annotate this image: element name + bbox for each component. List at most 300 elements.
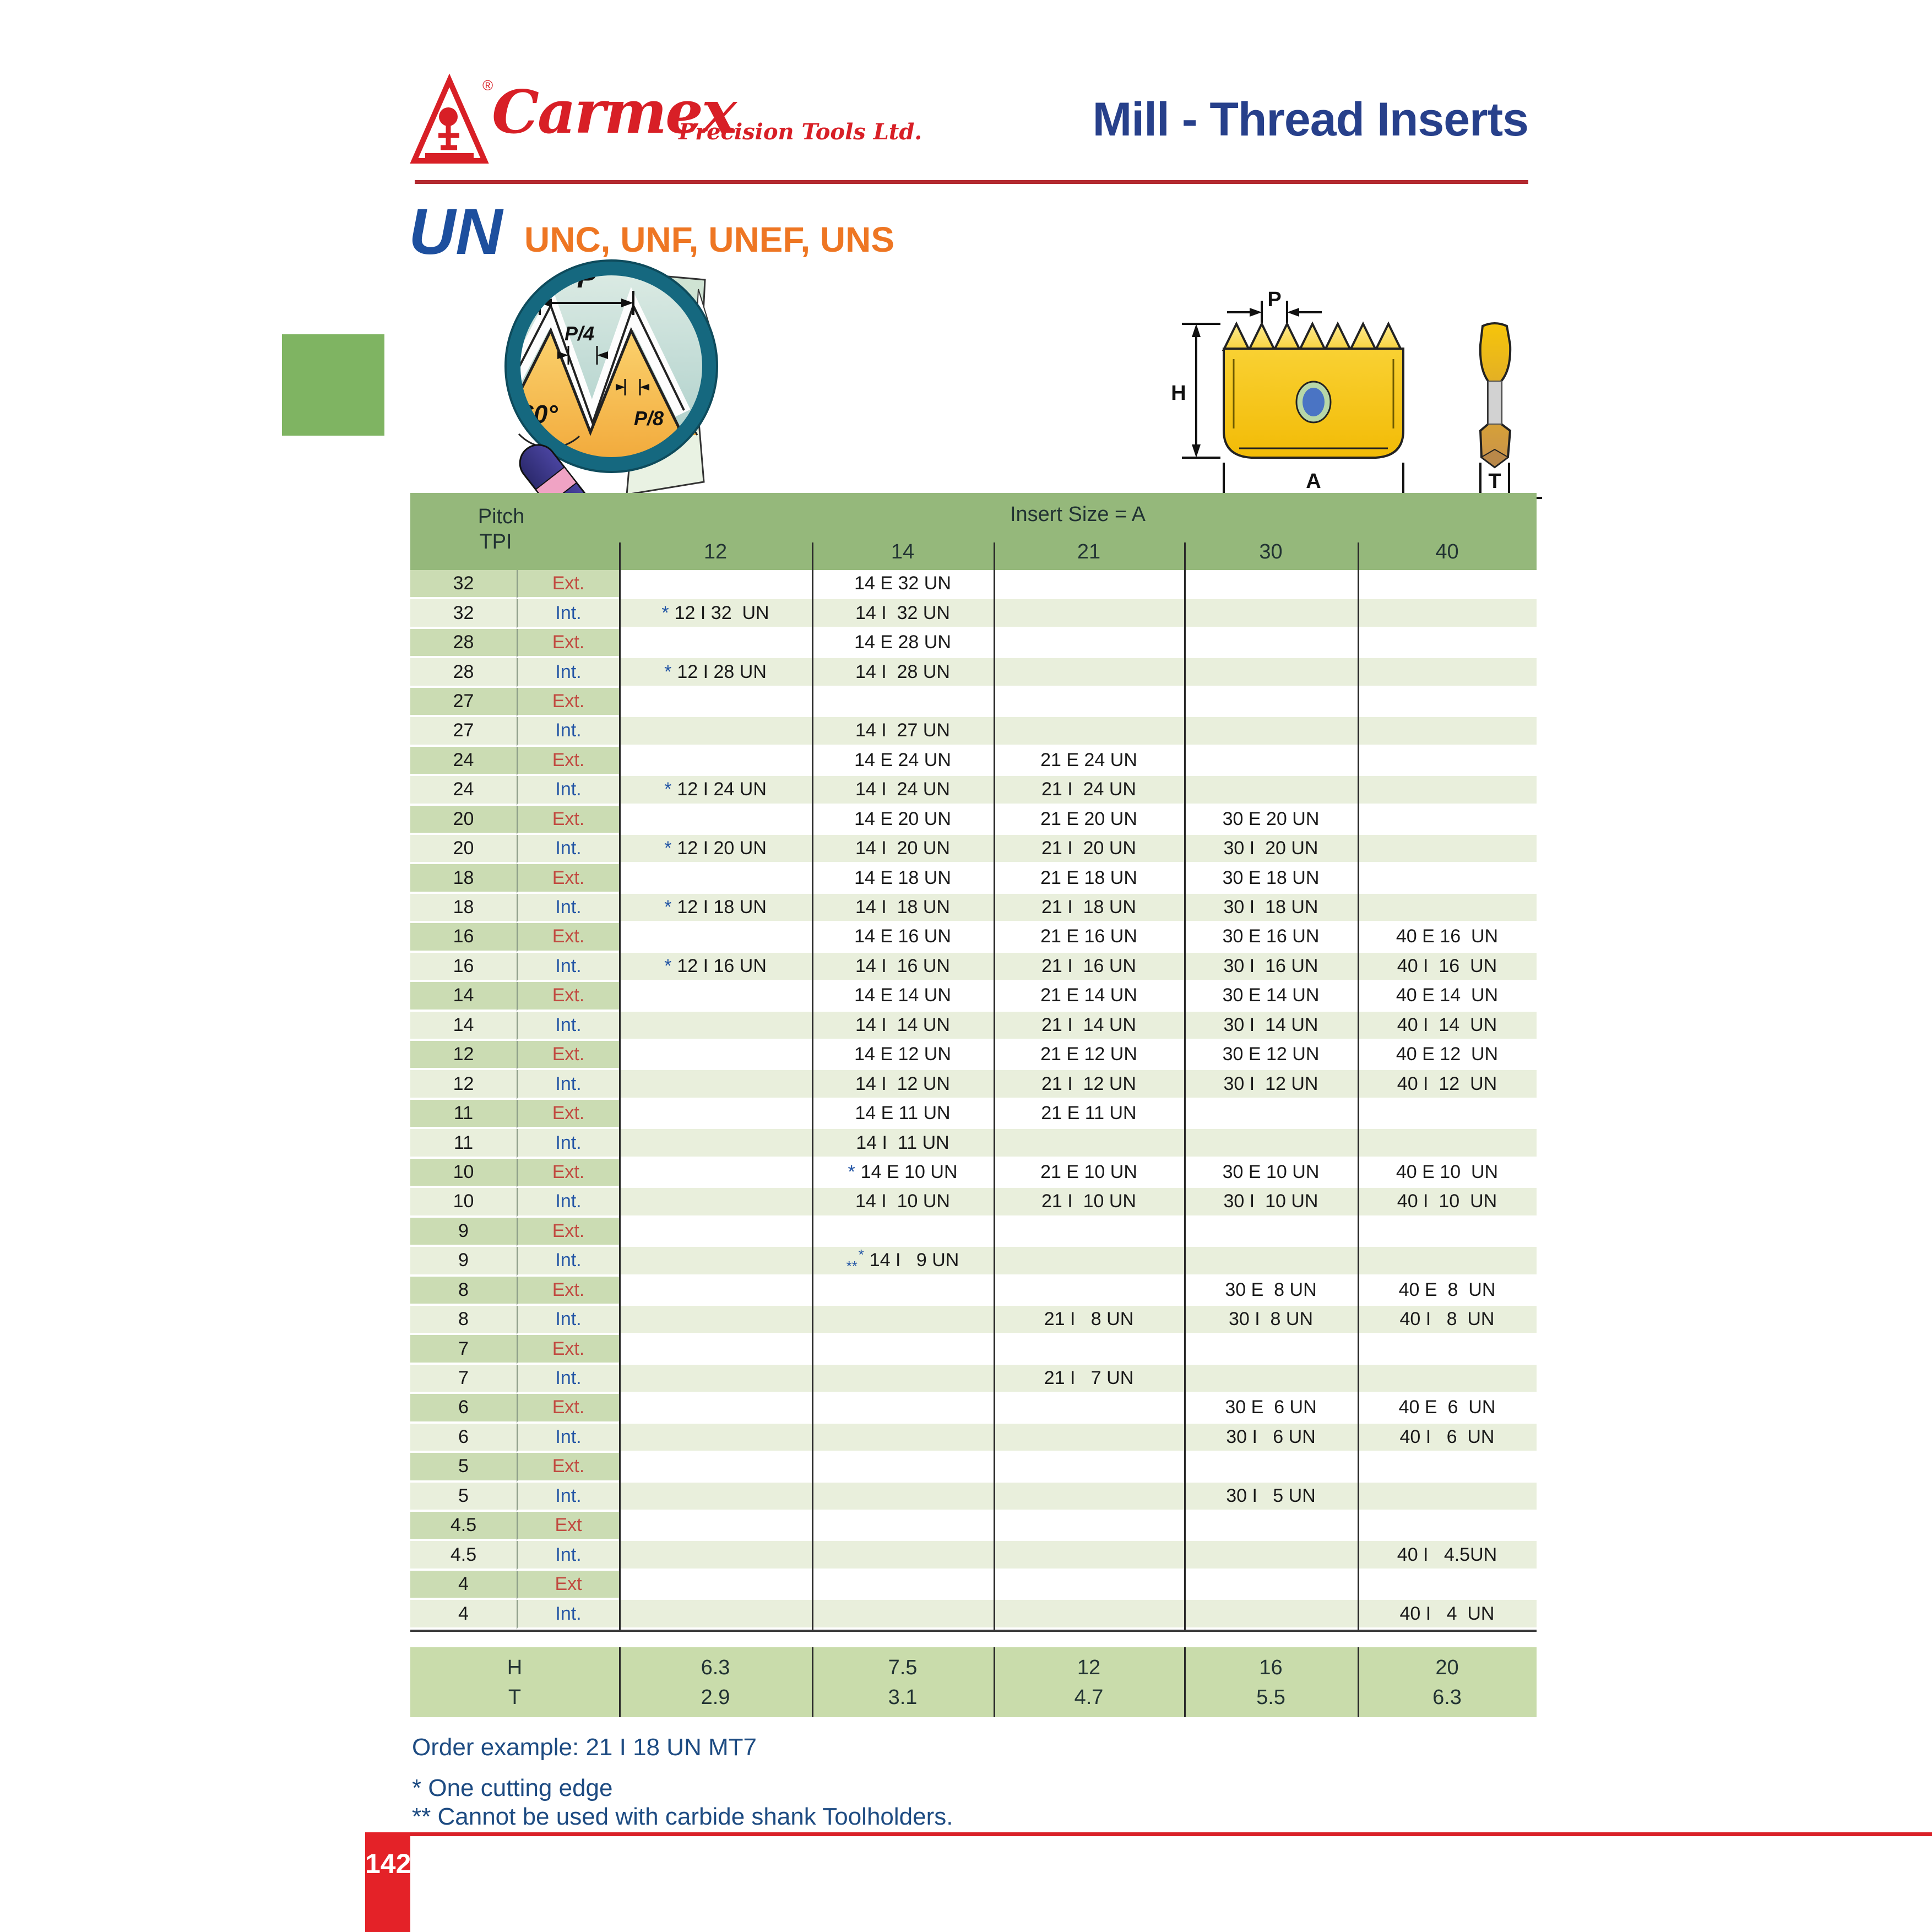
column-separator — [1358, 542, 1359, 1630]
insert-code-cell: 21 E 11 UN — [994, 1100, 1184, 1129]
insert-code-cell: 30 I 6 UN — [1184, 1424, 1358, 1453]
insert-code-cell — [619, 1070, 812, 1099]
insert-code-cell — [1358, 1218, 1537, 1247]
table-row — [410, 1100, 1537, 1129]
insert-code-cell — [1184, 1453, 1358, 1482]
insert-code-cell — [619, 1600, 812, 1629]
thread-type-cell: Int. — [517, 1365, 619, 1394]
insert-code-cell — [619, 1218, 812, 1247]
insert-code-cell — [1184, 688, 1358, 717]
table-row — [410, 629, 1537, 658]
insert-code-cell — [994, 599, 1184, 628]
thread-type-cell: Int. — [517, 1070, 619, 1099]
table-row — [410, 1541, 1537, 1570]
insert-code-cell — [1358, 1571, 1537, 1600]
insert-code-cell — [619, 1424, 812, 1453]
insert-code-cell — [619, 1100, 812, 1129]
insert-code-cell: 21 I 7 UN — [994, 1365, 1184, 1394]
insert-code-cell: 30 I 18 UN — [1184, 894, 1358, 923]
insert-code-cell — [1358, 747, 1537, 776]
insert-code-cell — [994, 658, 1184, 687]
insert-code-cell: 14 I 14 UN — [812, 1012, 994, 1041]
insert-code-cell — [994, 1129, 1184, 1158]
insert-code-cell: 14 E 11 UN — [812, 1100, 994, 1129]
insert-code-cell — [619, 1541, 812, 1570]
h-value: 7.5 — [888, 1656, 918, 1679]
insert-h-label: H — [1171, 382, 1186, 405]
band-column-separator — [1184, 1647, 1186, 1717]
insert-code-cell — [812, 1218, 994, 1247]
insert-code-cell — [1184, 599, 1358, 628]
insert-code-cell — [619, 1129, 812, 1158]
insert-code-cell — [1358, 599, 1537, 628]
table-row — [410, 1041, 1537, 1070]
table-row — [410, 1012, 1537, 1041]
insert-code-cell: 14 E 28 UN — [812, 629, 994, 658]
table-row — [410, 1512, 1537, 1541]
carmex-logo-icon — [413, 77, 493, 171]
insert-code-cell — [1184, 1247, 1358, 1276]
insert-code-cell: 21 E 10 UN — [994, 1159, 1184, 1188]
pitch-cell: 9 — [410, 1218, 517, 1247]
table-row — [410, 1600, 1537, 1629]
insert-code-cell — [812, 1483, 994, 1512]
thread-type-cell: Int. — [517, 1600, 619, 1629]
thread-type-cell: Int. — [517, 1188, 619, 1217]
insert-code-cell — [994, 1218, 1184, 1247]
pitch-cell: 8 — [410, 1306, 517, 1335]
magnifier-p4-label: P/4 — [564, 322, 595, 345]
insert-code-cell — [1358, 1365, 1537, 1394]
insert-code-cell — [1184, 658, 1358, 687]
insert-code-cell — [1358, 1335, 1537, 1364]
insert-code-cell: 40 I 4 UN — [1358, 1600, 1537, 1629]
t-value: 5.5 — [1256, 1686, 1285, 1709]
insert-code-cell: 14 E 12 UN — [812, 1041, 994, 1070]
insert-code-cell: 30 I 10 UN — [1184, 1188, 1358, 1217]
insert-code-cell: * 12 I 28 UN — [619, 658, 812, 687]
table-row — [410, 835, 1537, 864]
dimension-band — [410, 1647, 1537, 1717]
insert-code-cell — [619, 1306, 812, 1335]
insert-code-cell — [812, 1424, 994, 1453]
insert-code-cell — [619, 1512, 812, 1541]
insert-code-cell — [619, 1365, 812, 1394]
insert-code-cell — [619, 864, 812, 893]
insert-code-cell — [1184, 1600, 1358, 1629]
band-column-separator — [994, 1647, 995, 1717]
insert-code-cell — [1358, 1483, 1537, 1512]
insert-code-cell — [619, 717, 812, 746]
insert-code-cell: 21 I 20 UN — [994, 835, 1184, 864]
table-row — [410, 1188, 1537, 1217]
pitch-cell: 9 — [410, 1247, 517, 1276]
insert-code-cell: * 12 I 32 UN — [619, 599, 812, 628]
insert-code-cell: 21 I 16 UN — [994, 953, 1184, 982]
size-column-header: 12 — [703, 540, 728, 563]
page-number-box — [365, 1832, 410, 1932]
insert-code-cell: 30 E 18 UN — [1184, 864, 1358, 893]
thread-type-cell: Ext. — [517, 747, 619, 776]
thread-type-cell: Ext. — [517, 629, 619, 658]
pitch-cell: 12 — [410, 1041, 517, 1070]
insert-code-cell: 30 E 6 UN — [1184, 1394, 1358, 1423]
insert-code-cell — [1358, 776, 1537, 805]
insert-code-cell: 30 E 8 UN — [1184, 1277, 1358, 1306]
thread-type-cell: Int. — [517, 1012, 619, 1041]
thread-type-cell: Ext — [517, 1571, 619, 1600]
insert-code-cell — [1184, 1100, 1358, 1129]
insert-code-cell: 40 E 6 UN — [1358, 1394, 1537, 1423]
insert-code-cell: * 14 E 10 UN — [812, 1159, 994, 1188]
size-column-header: 40 — [1435, 540, 1459, 563]
table-row — [410, 1218, 1537, 1247]
thread-insert-table — [410, 493, 1537, 1632]
insert-code-cell — [619, 923, 812, 952]
insert-code-cell: 14 E 16 UN — [812, 923, 994, 952]
pitch-cell: 20 — [410, 806, 517, 835]
insert-code-cell — [1184, 747, 1358, 776]
insert-code-cell — [994, 1394, 1184, 1423]
pitch-cell: 10 — [410, 1188, 517, 1217]
insert-code-cell — [994, 1247, 1184, 1276]
pitch-cell: 28 — [410, 629, 517, 658]
header-rule — [415, 180, 1528, 184]
pitch-cell: 14 — [410, 1012, 517, 1041]
table-body — [410, 570, 1537, 1632]
thread-type-cell: Int. — [517, 835, 619, 864]
insert-code-cell — [812, 688, 994, 717]
insert-code-cell — [994, 1541, 1184, 1570]
table-row — [410, 776, 1537, 805]
insert-code-cell — [994, 1453, 1184, 1482]
insert-code-cell — [619, 1335, 812, 1364]
insert-size-header: Insert Size = A — [1010, 503, 1146, 526]
insert-code-cell — [1184, 776, 1358, 805]
insert-code-cell — [1358, 806, 1537, 835]
insert-code-cell — [812, 1600, 994, 1629]
insert-code-cell — [994, 688, 1184, 717]
table-row — [410, 1129, 1537, 1158]
insert-code-cell — [1358, 835, 1537, 864]
pitch-cell: 32 — [410, 599, 517, 628]
insert-code-cell — [619, 1041, 812, 1070]
insert-code-cell — [994, 1424, 1184, 1453]
t-value: 3.1 — [888, 1686, 918, 1709]
insert-code-cell — [1184, 1541, 1358, 1570]
insert-code-cell: 14 I 16 UN — [812, 953, 994, 982]
table-row — [410, 1306, 1537, 1335]
table-row — [410, 1424, 1537, 1453]
column-separator — [812, 542, 813, 1630]
insert-code-cell: * 12 I 18 UN — [619, 894, 812, 923]
pitch-cell: 10 — [410, 1159, 517, 1188]
insert-code-cell — [994, 1512, 1184, 1541]
table-row — [410, 1159, 1537, 1188]
insert-code-cell: 40 I 8 UN — [1358, 1306, 1537, 1335]
insert-code-cell — [619, 1159, 812, 1188]
insert-code-cell: * 12 I 16 UN — [619, 953, 812, 982]
table-row — [410, 747, 1537, 776]
pitch-cell: 8 — [410, 1277, 517, 1306]
t-value: 4.7 — [1074, 1686, 1104, 1709]
pitch-cell: 11 — [410, 1100, 517, 1129]
insert-code-cell — [1358, 864, 1537, 893]
table-row — [410, 1277, 1537, 1306]
thread-type-cell: Ext — [517, 1512, 619, 1541]
insert-code-cell: 14 E 18 UN — [812, 864, 994, 893]
table-row — [410, 953, 1537, 982]
pitch-cell: 28 — [410, 658, 517, 687]
insert-code-cell — [619, 1453, 812, 1482]
insert-code-cell: 14 I 20 UN — [812, 835, 994, 864]
insert-code-cell: 30 I 16 UN — [1184, 953, 1358, 982]
insert-code-cell — [619, 1277, 812, 1306]
thread-type-cell: Int. — [517, 1541, 619, 1570]
thread-type-cell: Ext. — [517, 1100, 619, 1129]
pitch-cell: 32 — [410, 570, 517, 599]
pitch-cell: 16 — [410, 953, 517, 982]
brand-tagline: Precision Tools Ltd. — [679, 119, 922, 145]
pitch-cell: 4 — [410, 1571, 517, 1600]
pitch-cell: 24 — [410, 776, 517, 805]
insert-code-cell: * ** 14 I 9 UN — [812, 1247, 994, 1276]
table-row — [410, 1453, 1537, 1482]
insert-code-cell: 21 E 12 UN — [994, 1041, 1184, 1070]
brand-name: Carmex — [492, 78, 736, 147]
insert-code-cell — [812, 1277, 994, 1306]
insert-code-cell: 30 E 14 UN — [1184, 982, 1358, 1011]
insert-code-cell — [812, 1453, 994, 1482]
pitch-cell: 27 — [410, 688, 517, 717]
pitch-cell: 4 — [410, 1600, 517, 1629]
insert-code-cell — [994, 570, 1184, 599]
insert-code-cell — [1358, 1129, 1537, 1158]
insert-code-cell — [1358, 570, 1537, 599]
insert-code-cell: 30 E 10 UN — [1184, 1159, 1358, 1188]
column-separator — [994, 542, 995, 1630]
insert-code-cell — [619, 1571, 812, 1600]
insert-code-cell: 40 E 8 UN — [1358, 1277, 1537, 1306]
insert-code-cell: 30 E 20 UN — [1184, 806, 1358, 835]
insert-code-cell — [619, 570, 812, 599]
insert-code-cell: 21 E 24 UN — [994, 747, 1184, 776]
thread-type-cell: Ext. — [517, 864, 619, 893]
h-value: 12 — [1077, 1656, 1101, 1679]
thread-type-cell: Ext. — [517, 570, 619, 599]
insert-code-cell: 30 I 5 UN — [1184, 1483, 1358, 1512]
pitch-cell: 20 — [410, 835, 517, 864]
insert-code-cell: 30 E 16 UN — [1184, 923, 1358, 952]
magnifier-angle-label: 60° — [519, 400, 558, 428]
insert-code-cell: 40 E 14 UN — [1358, 982, 1537, 1011]
insert-code-cell — [619, 688, 812, 717]
pitch-cell: 7 — [410, 1335, 517, 1364]
insert-code-cell — [812, 1571, 994, 1600]
insert-code-cell — [1184, 717, 1358, 746]
insert-code-cell: 14 I 24 UN — [812, 776, 994, 805]
insert-code-cell: 14 E 14 UN — [812, 982, 994, 1011]
insert-code-cell — [1358, 658, 1537, 687]
thread-type-cell: Int. — [517, 717, 619, 746]
insert-code-cell — [994, 1277, 1184, 1306]
insert-p-label: P — [1267, 288, 1282, 311]
size-column-header: 21 — [1077, 540, 1101, 563]
h-value: 6.3 — [701, 1656, 730, 1679]
thread-type-cell: Int. — [517, 953, 619, 982]
insert-code-cell: 30 I 14 UN — [1184, 1012, 1358, 1041]
insert-code-cell — [812, 1541, 994, 1570]
insert-code-cell — [1184, 1129, 1358, 1158]
insert-code-cell — [619, 806, 812, 835]
magnifier-p8-label: P/8 — [633, 407, 664, 430]
t-value: 2.9 — [701, 1686, 730, 1709]
insert-code-cell: 40 E 10 UN — [1358, 1159, 1537, 1188]
thread-type-cell: Ext. — [517, 1453, 619, 1482]
insert-code-cell: 14 I 12 UN — [812, 1070, 994, 1099]
insert-code-cell: 21 I 12 UN — [994, 1070, 1184, 1099]
h-value: 16 — [1259, 1656, 1283, 1679]
thread-type-cell: Int. — [517, 1483, 619, 1512]
thread-type-cell: Ext. — [517, 688, 619, 717]
table-row — [410, 599, 1537, 628]
insert-code-cell: 14 I 18 UN — [812, 894, 994, 923]
insert-code-cell: 40 I 12 UN — [1358, 1070, 1537, 1099]
insert-code-cell — [1358, 1453, 1537, 1482]
table-row — [410, 806, 1537, 835]
insert-code-cell: 40 I 14 UN — [1358, 1012, 1537, 1041]
insert-code-cell — [1358, 717, 1537, 746]
table-row — [410, 658, 1537, 687]
table-row — [410, 1483, 1537, 1512]
table-row — [410, 1070, 1537, 1099]
insert-code-cell: 40 E 16 UN — [1358, 923, 1537, 952]
pitch-cell: 6 — [410, 1424, 517, 1453]
insert-code-cell — [619, 1247, 812, 1276]
table-row — [410, 864, 1537, 893]
pitch-cell: 18 — [410, 864, 517, 893]
thread-type-cell: Ext. — [517, 806, 619, 835]
thread-type-cell: Ext. — [517, 1335, 619, 1364]
insert-code-cell: 21 E 14 UN — [994, 982, 1184, 1011]
insert-code-cell — [1184, 1335, 1358, 1364]
insert-code-cell: 14 I 11 UN — [812, 1129, 994, 1158]
insert-code-cell — [994, 717, 1184, 746]
table-row — [410, 1571, 1537, 1600]
table-row — [410, 1365, 1537, 1394]
insert-code-cell: 14 E 20 UN — [812, 806, 994, 835]
footnote-one: * One cutting edge — [412, 1774, 613, 1801]
insert-code-cell — [994, 1600, 1184, 1629]
table-row — [410, 1247, 1537, 1276]
column-separator — [619, 542, 621, 1630]
order-example-note: Order example: 21 I 18 UN MT7 — [412, 1734, 757, 1761]
table-row — [410, 688, 1537, 717]
insert-code-cell — [812, 1306, 994, 1335]
insert-code-cell: 14 E 32 UN — [812, 570, 994, 599]
insert-code-cell — [619, 629, 812, 658]
insert-code-cell: 21 I 18 UN — [994, 894, 1184, 923]
pitch-cell: 16 — [410, 923, 517, 952]
insert-code-cell — [1358, 894, 1537, 923]
thread-type-cell: Ext. — [517, 982, 619, 1011]
size-column-header: 14 — [891, 540, 915, 563]
insert-code-cell: 14 I 32 UN — [812, 599, 994, 628]
thread-type-cell: Int. — [517, 1129, 619, 1158]
insert-code-cell: 21 I 8 UN — [994, 1306, 1184, 1335]
h-value: 20 — [1435, 1656, 1459, 1679]
size-column-header: 30 — [1259, 540, 1283, 563]
table-row — [410, 894, 1537, 923]
column-separator — [1184, 542, 1186, 1630]
insert-code-cell — [1358, 1512, 1537, 1541]
thread-type-cell: Int. — [517, 1247, 619, 1276]
insert-code-cell — [1358, 688, 1537, 717]
insert-code-cell: 21 E 20 UN — [994, 806, 1184, 835]
insert-a-label: A — [1306, 470, 1321, 493]
insert-code-cell: 21 I 14 UN — [994, 1012, 1184, 1041]
table-row — [410, 923, 1537, 952]
insert-code-cell: 30 E 12 UN — [1184, 1041, 1358, 1070]
insert-code-cell: 40 I 6 UN — [1358, 1424, 1537, 1453]
pitch-cell: 14 — [410, 982, 517, 1011]
insert-code-cell — [1184, 1218, 1358, 1247]
magnifier-p-label: P — [577, 262, 596, 294]
table-row — [410, 570, 1537, 599]
thread-type-cell: Ext. — [517, 1041, 619, 1070]
insert-code-cell: 40 I 10 UN — [1358, 1188, 1537, 1217]
insert-code-cell — [619, 1012, 812, 1041]
insert-code-cell: 30 I 12 UN — [1184, 1070, 1358, 1099]
thread-type-cell: Ext. — [517, 1277, 619, 1306]
thread-type-cell: Ext. — [517, 1159, 619, 1188]
insert-code-cell — [1358, 1247, 1537, 1276]
thread-type-cell: Ext. — [517, 1218, 619, 1247]
pitch-cell: 12 — [410, 1070, 517, 1099]
page-number: 142 — [365, 1848, 411, 1879]
insert-code-cell: 30 I 20 UN — [1184, 835, 1358, 864]
insert-code-cell — [812, 1512, 994, 1541]
insert-code-cell — [1358, 629, 1537, 658]
table-row — [410, 1335, 1537, 1364]
insert-code-cell — [1184, 629, 1358, 658]
t-value: 6.3 — [1432, 1686, 1462, 1709]
band-column-separator — [1358, 1647, 1359, 1717]
insert-code-cell: 40 E 12 UN — [1358, 1041, 1537, 1070]
band-column-separator — [812, 1647, 813, 1717]
insert-code-cell: 14 E 24 UN — [812, 747, 994, 776]
registered-mark: ® — [482, 77, 493, 94]
footnote-two: ** Cannot be used with carbide shank Toolholders. — [412, 1803, 953, 1830]
insert-code-cell: 21 E 16 UN — [994, 923, 1184, 952]
table-row — [410, 1394, 1537, 1423]
pitch-cell: 5 — [410, 1483, 517, 1512]
t-row-label: T — [508, 1686, 522, 1709]
page-title: Mill - Thread Inserts — [1092, 93, 1528, 146]
thread-type-cell: Int. — [517, 1306, 619, 1335]
insert-code-cell — [1184, 570, 1358, 599]
pitch-header-line2: TPI — [479, 530, 512, 553]
thread-type-cell: Int. — [517, 776, 619, 805]
insert-code-cell — [619, 982, 812, 1011]
insert-code-cell — [1184, 1365, 1358, 1394]
pitch-cell: 18 — [410, 894, 517, 923]
insert-code-cell: 21 E 18 UN — [994, 864, 1184, 893]
insert-code-cell — [619, 1483, 812, 1512]
insert-code-cell — [619, 1188, 812, 1217]
insert-code-cell: 14 I 28 UN — [812, 658, 994, 687]
table-row — [410, 717, 1537, 746]
